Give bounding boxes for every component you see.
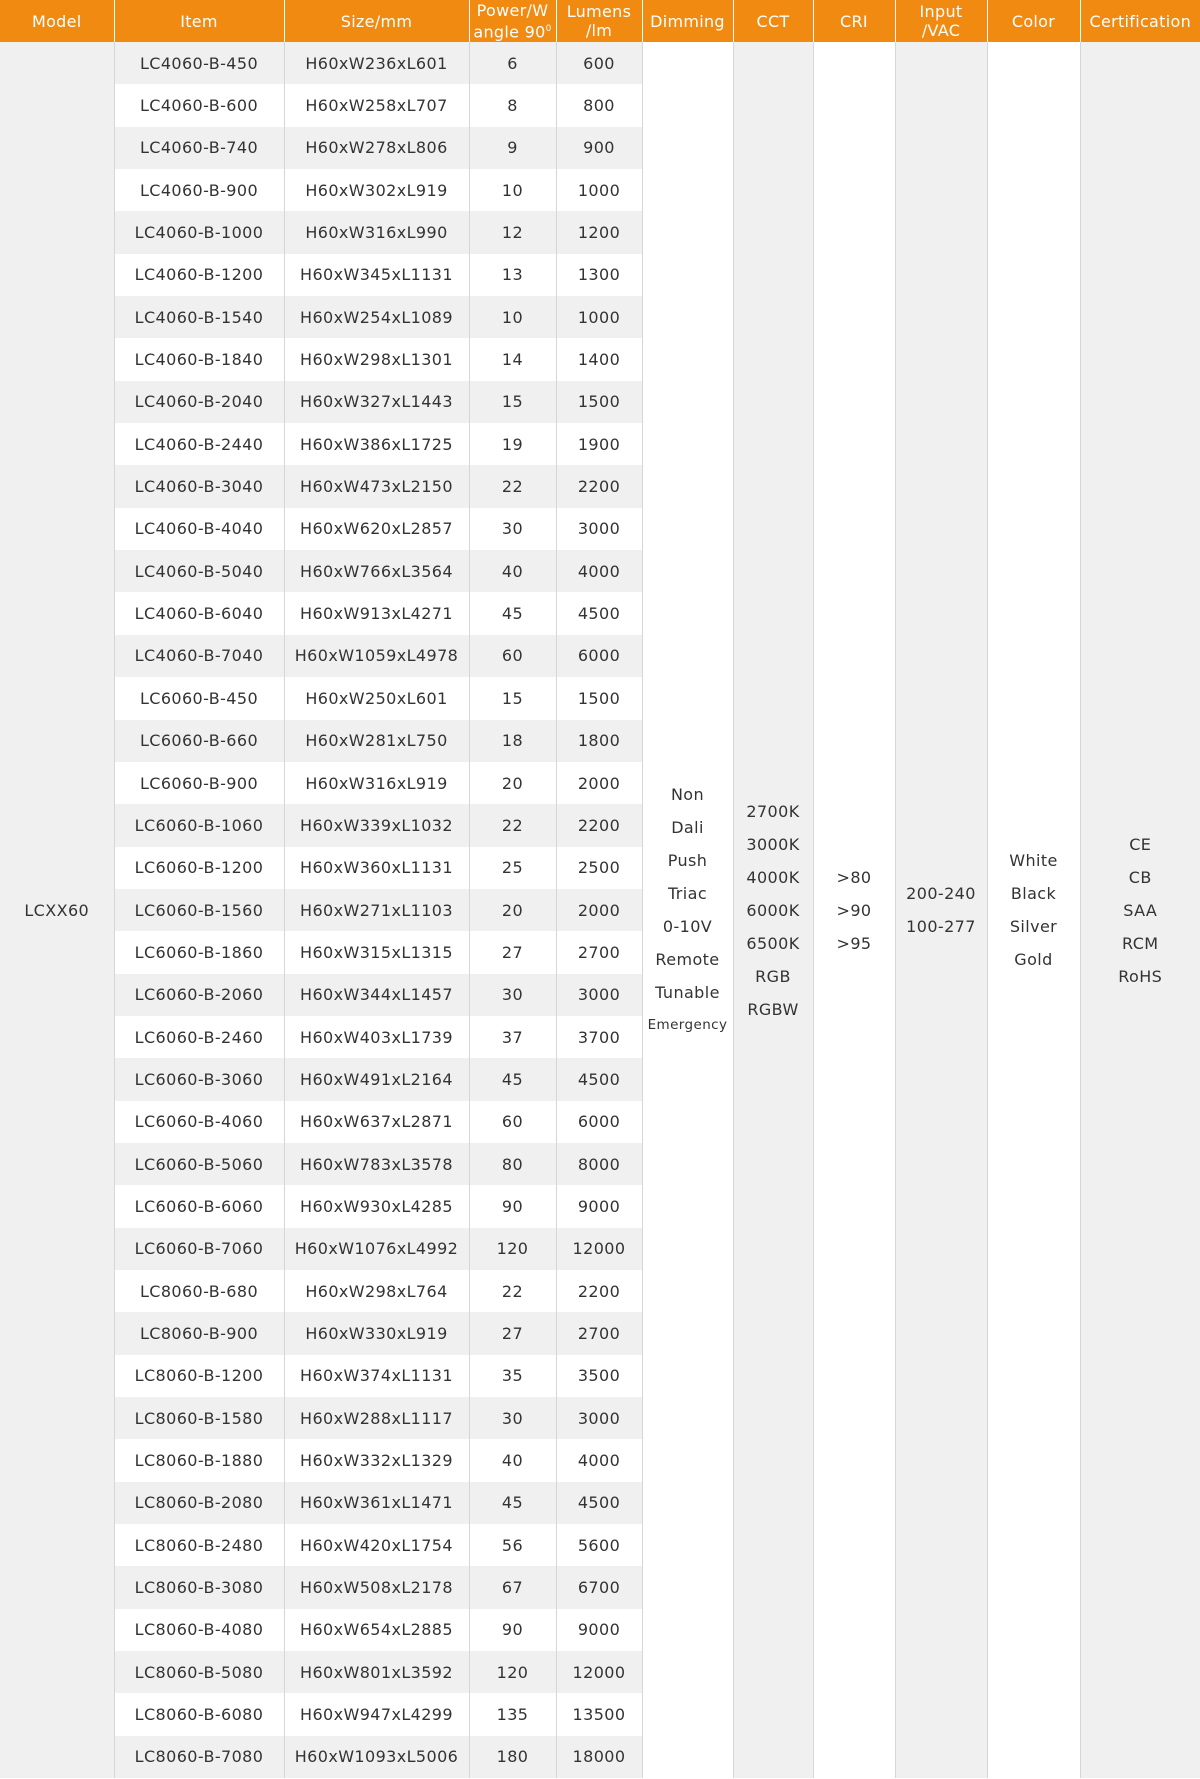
item-cell: LC6060-B-6060: [114, 1185, 284, 1227]
item-cell: LC4060-B-1840: [114, 338, 284, 380]
item-cell: LC4060-B-1200: [114, 254, 284, 296]
cri-cell-value: >95: [836, 933, 872, 953]
item-cell: LC4060-B-4040: [114, 508, 284, 550]
power-cell: 18: [469, 720, 556, 762]
size-cell: H60xW420xL1754: [284, 1524, 469, 1566]
power-cell: 40: [469, 550, 556, 592]
lumens-cell: 1900: [556, 423, 642, 465]
power-cell: 45: [469, 1482, 556, 1524]
header-input: Input /VAC: [895, 0, 987, 42]
item-cell: LC6060-B-660: [114, 720, 284, 762]
item-cell: LC6060-B-2460: [114, 1016, 284, 1058]
cct-cell-value: 3000K: [746, 834, 800, 854]
lumens-cell: 9000: [556, 1609, 642, 1651]
power-cell: 90: [469, 1609, 556, 1651]
size-cell: H60xW913xL4271: [284, 592, 469, 634]
lumens-cell: 5600: [556, 1524, 642, 1566]
lumens-cell: 1000: [556, 169, 642, 211]
header-cct: CCT: [733, 0, 813, 42]
power-cell: 45: [469, 592, 556, 634]
power-cell: 6: [469, 42, 556, 84]
size-cell: H60xW1059xL4978: [284, 635, 469, 677]
lumens-cell: 4500: [556, 592, 642, 634]
power-cell: 10: [469, 296, 556, 338]
power-cell: 30: [469, 508, 556, 550]
certification-cell-value: RCM: [1122, 933, 1159, 953]
power-cell: 25: [469, 847, 556, 889]
power-cell: 8: [469, 84, 556, 126]
item-cell: LC4060-B-2440: [114, 423, 284, 465]
size-cell: H60xW374xL1131: [284, 1355, 469, 1397]
size-cell: H60xW327xL1443: [284, 381, 469, 423]
size-cell: H60xW316xL919: [284, 762, 469, 804]
cct-cell-value: RGB: [755, 966, 791, 986]
item-cell: LC8060-B-7080: [114, 1736, 284, 1778]
color-cell-value: Black: [1010, 884, 1057, 904]
size-cell: H60xW766xL3564: [284, 550, 469, 592]
power-cell: 12: [469, 211, 556, 253]
power-cell: 135: [469, 1693, 556, 1735]
power-cell: 22: [469, 804, 556, 846]
lumens-cell: 12000: [556, 1228, 642, 1270]
power-cell: 35: [469, 1355, 556, 1397]
power-cell: 15: [469, 677, 556, 719]
lumens-cell: 4000: [556, 550, 642, 592]
item-cell: LC6060-B-2060: [114, 974, 284, 1016]
lumens-cell: 2200: [556, 804, 642, 846]
size-cell: H60xW637xL2871: [284, 1101, 469, 1143]
size-cell: H60xW258xL707: [284, 84, 469, 126]
lumens-cell: 1300: [556, 254, 642, 296]
lumens-cell: 2200: [556, 465, 642, 507]
item-cell: LC8060-B-2480: [114, 1524, 284, 1566]
size-cell: H60xW783xL3578: [284, 1143, 469, 1185]
cct-cell: [733, 42, 813, 1778]
color-cell-value: White: [1009, 851, 1058, 871]
size-cell: H60xW281xL750: [284, 720, 469, 762]
lumens-cell: 3700: [556, 1016, 642, 1058]
power-cell: 22: [469, 465, 556, 507]
power-cell: 9: [469, 127, 556, 169]
lumens-cell: 13500: [556, 1693, 642, 1735]
dimming-cell-value: Triac: [667, 884, 708, 904]
color-cell-value: Silver: [1009, 917, 1058, 937]
item-cell: LC4060-B-1000: [114, 211, 284, 253]
power-cell: 180: [469, 1736, 556, 1778]
lumens-cell: 1800: [556, 720, 642, 762]
size-cell: H60xW801xL3592: [284, 1651, 469, 1693]
spec-table-body: [0, 42, 1200, 1778]
lumens-cell: 2000: [556, 889, 642, 931]
dimming-cell-value: Tunable: [655, 983, 720, 1003]
item-cell: LC6060-B-1200: [114, 847, 284, 889]
item-cell: LC4060-B-5040: [114, 550, 284, 592]
lumens-cell: 2500: [556, 847, 642, 889]
model-cell: LCXX60: [0, 42, 114, 1778]
dimming-cell: [642, 42, 733, 1778]
power-cell: 67: [469, 1566, 556, 1608]
item-cell: LC8060-B-1200: [114, 1355, 284, 1397]
item-cell: LC8060-B-680: [114, 1270, 284, 1312]
power-cell: 40: [469, 1439, 556, 1481]
size-cell: H60xW339xL1032: [284, 804, 469, 846]
item-cell: LC4060-B-7040: [114, 635, 284, 677]
size-cell: H60xW288xL1117: [284, 1397, 469, 1439]
item-cell: LC4060-B-2040: [114, 381, 284, 423]
size-cell: H60xW473xL2150: [284, 465, 469, 507]
certification-cell-value: RoHS: [1118, 966, 1163, 986]
table-row: [0, 42, 1200, 84]
size-cell: H60xW1093xL5006: [284, 1736, 469, 1778]
lumens-cell: 2700: [556, 931, 642, 973]
power-cell: 60: [469, 635, 556, 677]
size-cell: H60xW361xL1471: [284, 1482, 469, 1524]
cri-cell-value: >80: [836, 867, 872, 887]
input-cell-value: 100-277: [906, 917, 976, 937]
size-cell: H60xW1076xL4992: [284, 1228, 469, 1270]
power-cell: 15: [469, 381, 556, 423]
size-cell: H60xW508xL2178: [284, 1566, 469, 1608]
lumens-cell: 2700: [556, 1312, 642, 1354]
power-cell: 13: [469, 254, 556, 296]
size-cell: H60xW271xL1103: [284, 889, 469, 931]
size-cell: H60xW654xL2885: [284, 1609, 469, 1651]
lumens-cell: 1200: [556, 211, 642, 253]
item-cell: LC6060-B-3060: [114, 1058, 284, 1100]
item-cell: LC4060-B-900: [114, 169, 284, 211]
dimming-cell-value: Push: [667, 851, 708, 871]
power-cell: 22: [469, 1270, 556, 1312]
cct-cell-value: 2700K: [746, 801, 800, 821]
size-cell: H60xW315xL1315: [284, 931, 469, 973]
item-cell: LC8060-B-900: [114, 1312, 284, 1354]
dimming-cell-value: 0-10V: [662, 917, 713, 937]
color-cell: [987, 42, 1080, 1778]
item-cell: LC6060-B-5060: [114, 1143, 284, 1185]
header-size: Size/mm: [284, 0, 469, 42]
lumens-cell: 4500: [556, 1058, 642, 1100]
size-cell: H60xW491xL2164: [284, 1058, 469, 1100]
item-cell: LC8060-B-4080: [114, 1609, 284, 1651]
header-row: [0, 0, 1200, 42]
power-cell: 45: [469, 1058, 556, 1100]
power-cell: 80: [469, 1143, 556, 1185]
power-cell: 56: [469, 1524, 556, 1566]
lumens-cell: 2000: [556, 762, 642, 804]
header-cri: CRI: [813, 0, 895, 42]
dimming-cell-value: Emergency: [647, 1017, 728, 1034]
cri-cell-value: >90: [836, 900, 872, 920]
size-cell: H60xW386xL1725: [284, 423, 469, 465]
size-cell: H60xW302xL919: [284, 169, 469, 211]
header-power: Power/W angle $90^0$: [469, 0, 556, 42]
size-cell: H60xW360xL1131: [284, 847, 469, 889]
lumens-cell: 6000: [556, 1101, 642, 1143]
power-cell: 90: [469, 1185, 556, 1227]
item-cell: LC6060-B-1060: [114, 804, 284, 846]
color-cell-value: Gold: [1014, 950, 1053, 970]
size-cell: H60xW278xL806: [284, 127, 469, 169]
size-cell: H60xW254xL1089: [284, 296, 469, 338]
item-cell: LC8060-B-1580: [114, 1397, 284, 1439]
lumens-cell: 8000: [556, 1143, 642, 1185]
header-lumens: Lumens /lm: [556, 0, 642, 42]
input-cell-value: 200-240: [906, 884, 976, 904]
dimming-cell-value: Remote: [655, 950, 720, 970]
header-dimming: Dimming: [642, 0, 733, 42]
lumens-cell: 4000: [556, 1439, 642, 1481]
size-cell: H60xW332xL1329: [284, 1439, 469, 1481]
cri-cell: [813, 42, 895, 1778]
lumens-cell: 4500: [556, 1482, 642, 1524]
item-cell: LC4060-B-3040: [114, 465, 284, 507]
power-cell: 60: [469, 1101, 556, 1143]
item-cell: LC6060-B-900: [114, 762, 284, 804]
lumens-cell: 18000: [556, 1736, 642, 1778]
lumens-cell: 800: [556, 84, 642, 126]
lumens-cell: 9000: [556, 1185, 642, 1227]
lumens-cell: 3000: [556, 508, 642, 550]
dimming-cell-value: Dali: [671, 818, 704, 838]
size-cell: H60xW316xL990: [284, 211, 469, 253]
item-cell: LC6060-B-7060: [114, 1228, 284, 1270]
size-cell: H60xW298xL1301: [284, 338, 469, 380]
item-cell: LC4060-B-740: [114, 127, 284, 169]
item-cell: LC8060-B-5080: [114, 1651, 284, 1693]
power-cell: 27: [469, 1312, 556, 1354]
certification-cell-value: CB: [1128, 867, 1152, 887]
certification-cell-value: CE: [1129, 834, 1152, 854]
power-cell: 20: [469, 889, 556, 931]
item-cell: LC6060-B-1560: [114, 889, 284, 931]
size-cell: H60xW298xL764: [284, 1270, 469, 1312]
power-cell: 14: [469, 338, 556, 380]
dimming-cell-value: Non: [670, 785, 705, 805]
lumens-cell: 1500: [556, 381, 642, 423]
item-cell: LC8060-B-3080: [114, 1566, 284, 1608]
size-cell: H60xW250xL601: [284, 677, 469, 719]
size-cell: H60xW344xL1457: [284, 974, 469, 1016]
lumens-cell: 6700: [556, 1566, 642, 1608]
input-cell: [895, 42, 987, 1778]
lumens-cell: 1500: [556, 677, 642, 719]
certification-cell: [1080, 42, 1200, 1778]
header-model: Model: [0, 0, 114, 42]
size-cell: H60xW236xL601: [284, 42, 469, 84]
size-cell: H60xW620xL2857: [284, 508, 469, 550]
power-cell: 19: [469, 423, 556, 465]
power-cell: 20: [469, 762, 556, 804]
item-cell: LC6060-B-4060: [114, 1101, 284, 1143]
lumens-cell: 12000: [556, 1651, 642, 1693]
lumens-cell: 3500: [556, 1355, 642, 1397]
item-cell: LC6060-B-450: [114, 677, 284, 719]
size-cell: H60xW930xL4285: [284, 1185, 469, 1227]
size-cell: H60xW947xL4299: [284, 1693, 469, 1735]
lumens-cell: 600: [556, 42, 642, 84]
item-cell: LC4060-B-6040: [114, 592, 284, 634]
certification-cell-value: SAA: [1123, 900, 1158, 920]
power-cell: 30: [469, 1397, 556, 1439]
power-cell: 120: [469, 1228, 556, 1270]
lumens-cell: 1400: [556, 338, 642, 380]
lumens-cell: 1000: [556, 296, 642, 338]
lumens-cell: 2200: [556, 1270, 642, 1312]
cct-cell-value: 4000K: [746, 867, 800, 887]
power-cell: 37: [469, 1016, 556, 1058]
power-cell: 27: [469, 931, 556, 973]
item-cell: LC6060-B-1860: [114, 931, 284, 973]
header-certification: Certification: [1080, 0, 1200, 42]
size-cell: H60xW345xL1131: [284, 254, 469, 296]
size-cell: H60xW403xL1739: [284, 1016, 469, 1058]
header-color: Color: [987, 0, 1080, 42]
lumens-cell: 3000: [556, 974, 642, 1016]
header-item: Item: [114, 0, 284, 42]
item-cell: LC8060-B-6080: [114, 1693, 284, 1735]
item-cell: LC8060-B-2080: [114, 1482, 284, 1524]
item-cell: LC8060-B-1880: [114, 1439, 284, 1481]
item-cell: LC4060-B-450: [114, 42, 284, 84]
cct-cell-value: 6000K: [746, 900, 800, 920]
lumens-cell: 6000: [556, 635, 642, 677]
power-cell: 30: [469, 974, 556, 1016]
power-cell: 120: [469, 1651, 556, 1693]
lumens-cell: 900: [556, 127, 642, 169]
lumens-cell: 3000: [556, 1397, 642, 1439]
item-cell: LC4060-B-1540: [114, 296, 284, 338]
cct-cell-value: 6500K: [746, 933, 800, 953]
size-cell: H60xW330xL919: [284, 1312, 469, 1354]
item-cell: LC4060-B-600: [114, 84, 284, 126]
cct-cell-value: RGBW: [747, 999, 799, 1019]
power-cell: 10: [469, 169, 556, 211]
